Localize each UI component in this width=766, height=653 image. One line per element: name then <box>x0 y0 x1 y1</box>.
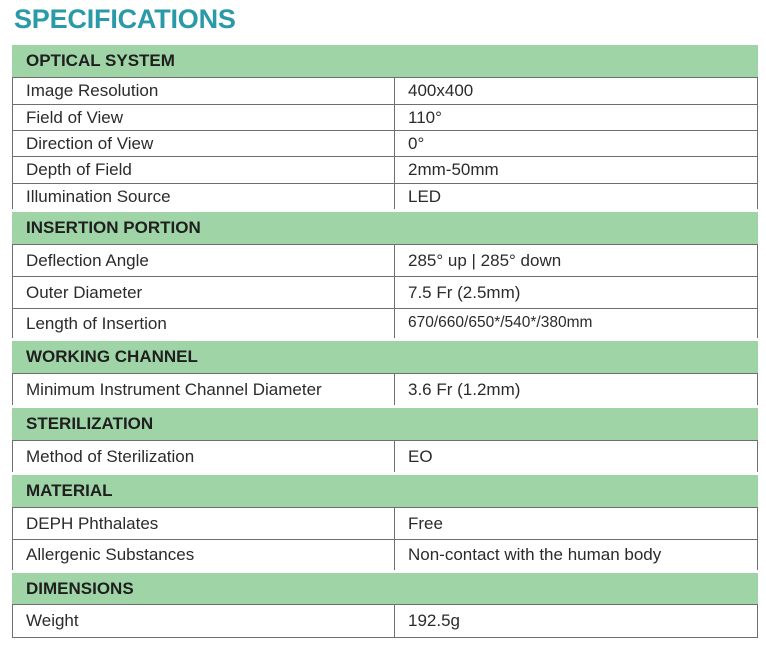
spec-label: Depth of Field <box>13 156 395 183</box>
table-row <box>13 276 758 308</box>
table-row <box>13 244 758 276</box>
spec-label: Minimum Instrument Channel Diameter <box>13 373 395 406</box>
spec-label: Illumination Source <box>13 183 395 210</box>
section-header-material <box>13 473 758 507</box>
spec-value: 285° up | 285° down <box>395 244 758 276</box>
spec-label: Length of Insertion <box>13 308 395 339</box>
section-header-optical-system <box>13 45 758 77</box>
spec-label: Image Resolution <box>13 77 395 104</box>
spec-value: 0° <box>395 130 758 156</box>
section-title: WORKING CHANNEL <box>13 339 758 373</box>
spec-value: 2mm-50mm <box>395 156 758 183</box>
table-row <box>13 440 758 473</box>
table-row <box>13 130 758 156</box>
spec-label: Direction of View <box>13 130 395 156</box>
table-row <box>13 77 758 104</box>
table-row <box>13 156 758 183</box>
spec-label: Weight <box>13 604 395 637</box>
spec-value: EO <box>395 440 758 473</box>
section-header-working-channel <box>13 339 758 373</box>
spec-label: Allergenic Substances <box>13 539 395 571</box>
table-row <box>13 104 758 130</box>
spec-label: DEPH Phthalates <box>13 507 395 539</box>
table-row <box>13 604 758 637</box>
spec-label: Outer Diameter <box>13 276 395 308</box>
section-title: OPTICAL SYSTEM <box>13 45 758 77</box>
section-header-sterilization <box>13 406 758 440</box>
table-row <box>13 539 758 571</box>
spec-label: Field of View <box>13 104 395 130</box>
section-header-dimensions <box>13 571 758 604</box>
spec-value: Non-contact with the human body <box>395 539 758 571</box>
table-row <box>13 183 758 210</box>
spec-value: 400x400 <box>395 77 758 104</box>
spec-value: 7.5 Fr (2.5mm) <box>395 276 758 308</box>
table-row <box>13 507 758 539</box>
spec-value: 670/660/650*/540*/380mm <box>395 308 758 339</box>
section-header-insertion-portion <box>13 210 758 244</box>
spec-value: Free <box>395 507 758 539</box>
table-row <box>13 308 758 339</box>
section-title: INSERTION PORTION <box>13 210 758 244</box>
spec-value: 192.5g <box>395 604 758 637</box>
table-row <box>13 373 758 406</box>
spec-value: 3.6 Fr (1.2mm) <box>395 373 758 406</box>
specifications-table <box>12 45 758 638</box>
spec-label: Deflection Angle <box>13 244 395 276</box>
spec-value: 110° <box>395 104 758 130</box>
section-title: MATERIAL <box>13 473 758 507</box>
spec-label: Method of Sterilization <box>13 440 395 473</box>
section-title: DIMENSIONS <box>13 571 758 604</box>
spec-value: LED <box>395 183 758 210</box>
page-title: SPECIFICATIONS <box>14 4 236 34</box>
section-title: STERILIZATION <box>13 406 758 440</box>
